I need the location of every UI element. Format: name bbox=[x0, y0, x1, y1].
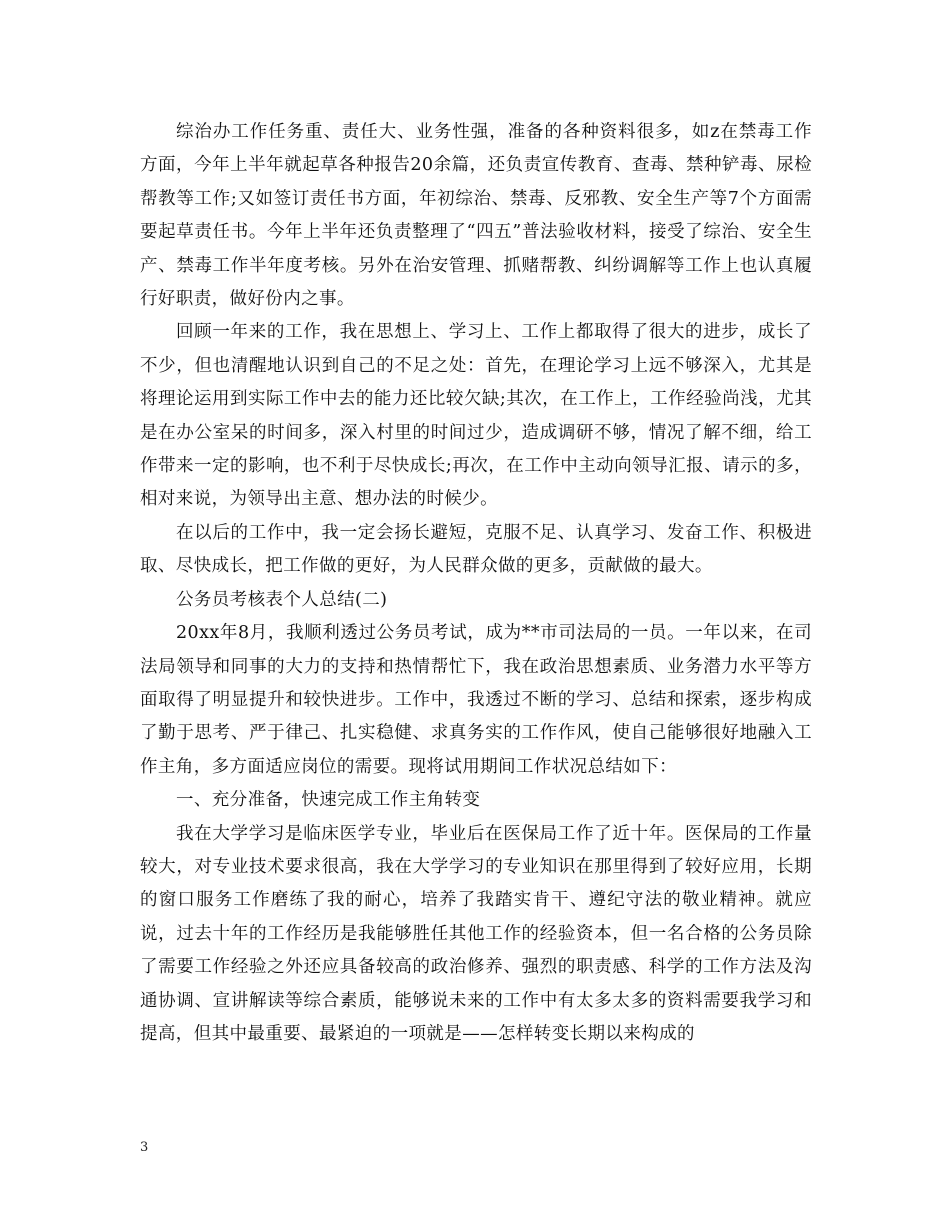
paragraph-3: 在以后的工作中，我一定会扬长避短，克服不足、认真学习、发奋工作、积极进取、尽快成长，把工作做的更好，为人民群众做的更多，贡献做的最大。 bbox=[140, 522, 812, 577]
subheading: 一、充分准备，快速完成工作主角转变 bbox=[176, 790, 481, 811]
page-number: 3 bbox=[140, 1140, 149, 1155]
paragraph-4: 20xx年8月，我顺利透过公务员考试，成为**市司法局的一员。一年以来，在司法局领导和同事的大力的支持和热情帮忙下，我在政治思想素质、业务潜力水平等方面取得了明显提升和较快进步。工作中，我透过不断的学习、总结和探索，逐步构成了勤于思考、严于律己、扎实稳健、求真务实的工作作风，使自己能够很好地融入工作主角，多方面适应岗位的需要。现将试用期间工作状况总结如下： bbox=[140, 623, 812, 777]
paragraph-2: 回顾一年来的工作，我在思想上、学习上、工作上都取得了很大的进步，成长了不少，但也清醒地认识到自己的不足之处：首先，在理论学习上远不够深入，尤其是将理论运用到实际工作中去的能力还比较欠缺;其次，在工作上，工作经验尚浅，尤其是在办公室呆的时间多，深入村里的时间过少，造成调研不够，情况了解不细，给工作带来一定的影响，也不利于尽快成长;再次，在工作中主动向领导汇报、请示的多，相对来说，为领导出主意、想办法的时候少。 bbox=[140, 322, 812, 510]
section-title: 公务员考核表个人总结(二) bbox=[176, 589, 388, 610]
document-body bbox=[140, 116, 812, 1051]
paragraph-1: 综治办工作任务重、责任大、业务性强，准备的各种资料很多，如z在禁毒工作方面，今年上半年就起草各种报告20余篇，还负责宣传教育、查毒、禁种铲毒、尿检帮教等工作;又如签订责任书方面，年初综治、禁毒、反邪教、安全生产等7个方面需要起草责任书。今年上半年还负责整理了“四五”普法验收材料，接受了综治、安全生产、禁毒工作半年度考核。另外在治安管理、抓赌帮教、纠纷调解等工作上也认真履行好职责，做好份内之事。 bbox=[140, 122, 812, 310]
paragraph-5: 我在大学学习是临床医学专业，毕业后在医保局工作了近十年。医保局的工作量较大，对专业技术要求很高，我在大学学习的专业知识在那里得到了较好应用，长期的窗口服务工作磨练了我的耐心，培养了我踏实肯干、遵纪守法的敬业精神。就应说，过去十年的工作经历是我能够胜任其他工作的经验资本，但一名合格的公务员除了需要工作经验之外还应具备较高的政治修养、强烈的职责感、科学的工作方法及沟通协调、宣讲解读等综合素质，能够说未来的工作中有太多太多的资料需要我学习和提高，但其中最重要、最紧迫的一项就是——怎样转变长期以来构成的 bbox=[140, 823, 812, 1044]
